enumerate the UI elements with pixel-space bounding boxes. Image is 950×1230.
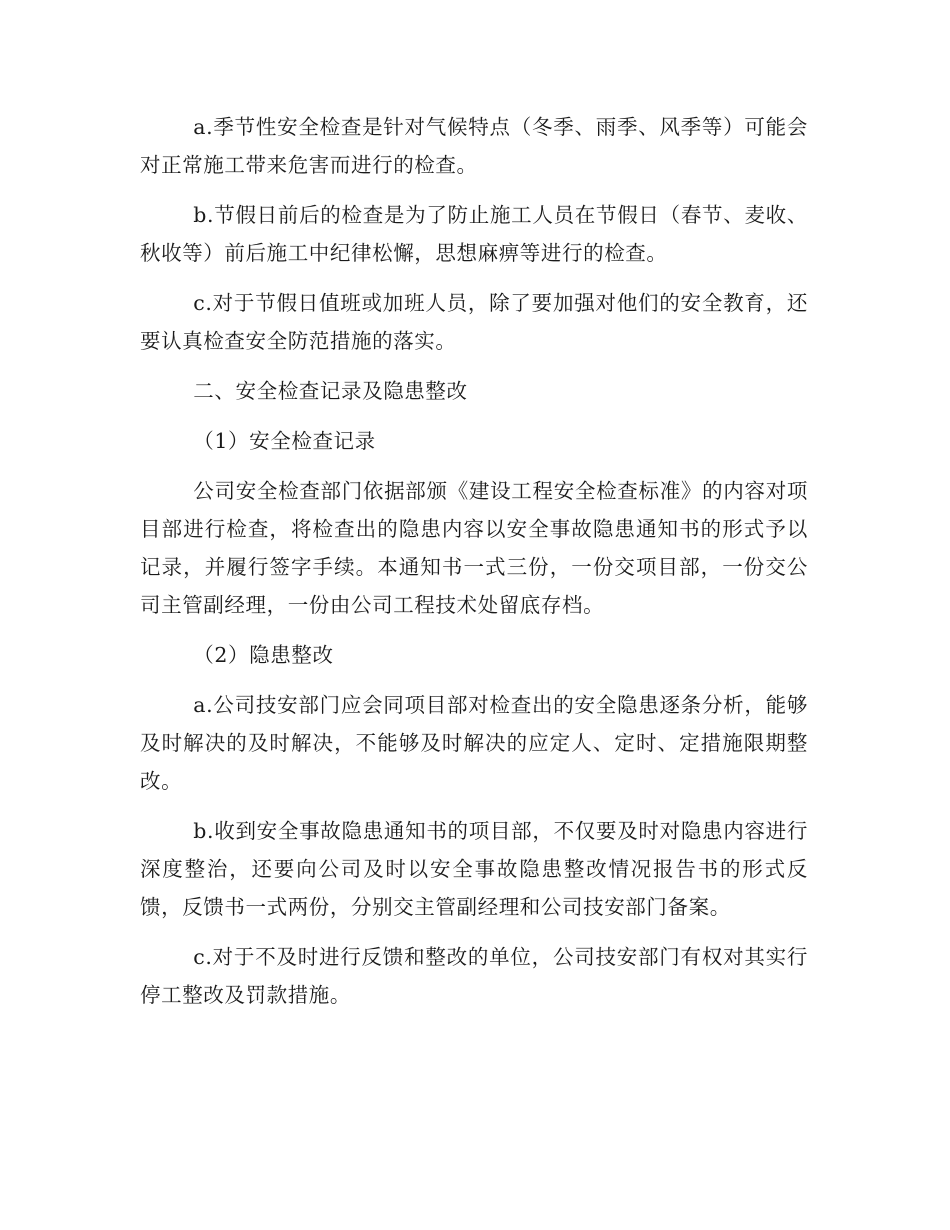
paragraph-duty-staff: c.对于节假日值班或加班人员，除了要加强对他们的安全教育，还要认真检查安全防范措施的落实。: [140, 291, 808, 353]
paragraph-rectification-c: c.对于不及时进行反馈和整改的单位，公司技安部门有权对其实行停工整改及罚款措施。: [140, 945, 808, 1007]
document-body: [140, 108, 808, 1026]
paragraph-rectification-b: b.收到安全事故隐患通知书的项目部，不仅要及时对隐患内容进行深度整治，还要向公司及时以安全事故隐患整改情况报告书的形式反馈，反馈书一式两份，分别交主管副经理和公司技安部门备案。: [140, 819, 808, 919]
paragraph-rectification-a: a.公司技安部门应会同项目部对检查出的安全隐患逐条分析，能够及时解决的及时解决，不能够及时解决的应定人、定时、定措施限期整改。: [140, 693, 808, 793]
paragraph-holiday-check: b.节假日前后的检查是为了防止施工人员在节假日（春节、麦收、秋收等）前后施工中纪律松懈，思想麻痹等进行的检查。: [140, 203, 808, 265]
subsection-title-rectification: （2）隐患整改: [193, 643, 334, 667]
subsection-title-records: （1）安全检查记录: [193, 429, 376, 453]
paragraph-seasonal-check: a.季节性安全检查是针对气候特点（冬季、雨季、风季等）可能会对正常施工带来危害而进行的检查。: [140, 115, 808, 177]
paragraph-records: 公司安全检查部门依据部颁《建设工程安全检查标准》的内容对项目部进行检查，将检查出的隐患内容以安全事故隐患通知书的形式予以记录，并履行签字手续。本通知书一式三份，一份交项目部，一份交公司主管副经理，一份由公司工程技术处留底存档。: [140, 479, 808, 617]
section-title: 二、安全检查记录及隐患整改: [193, 379, 468, 403]
